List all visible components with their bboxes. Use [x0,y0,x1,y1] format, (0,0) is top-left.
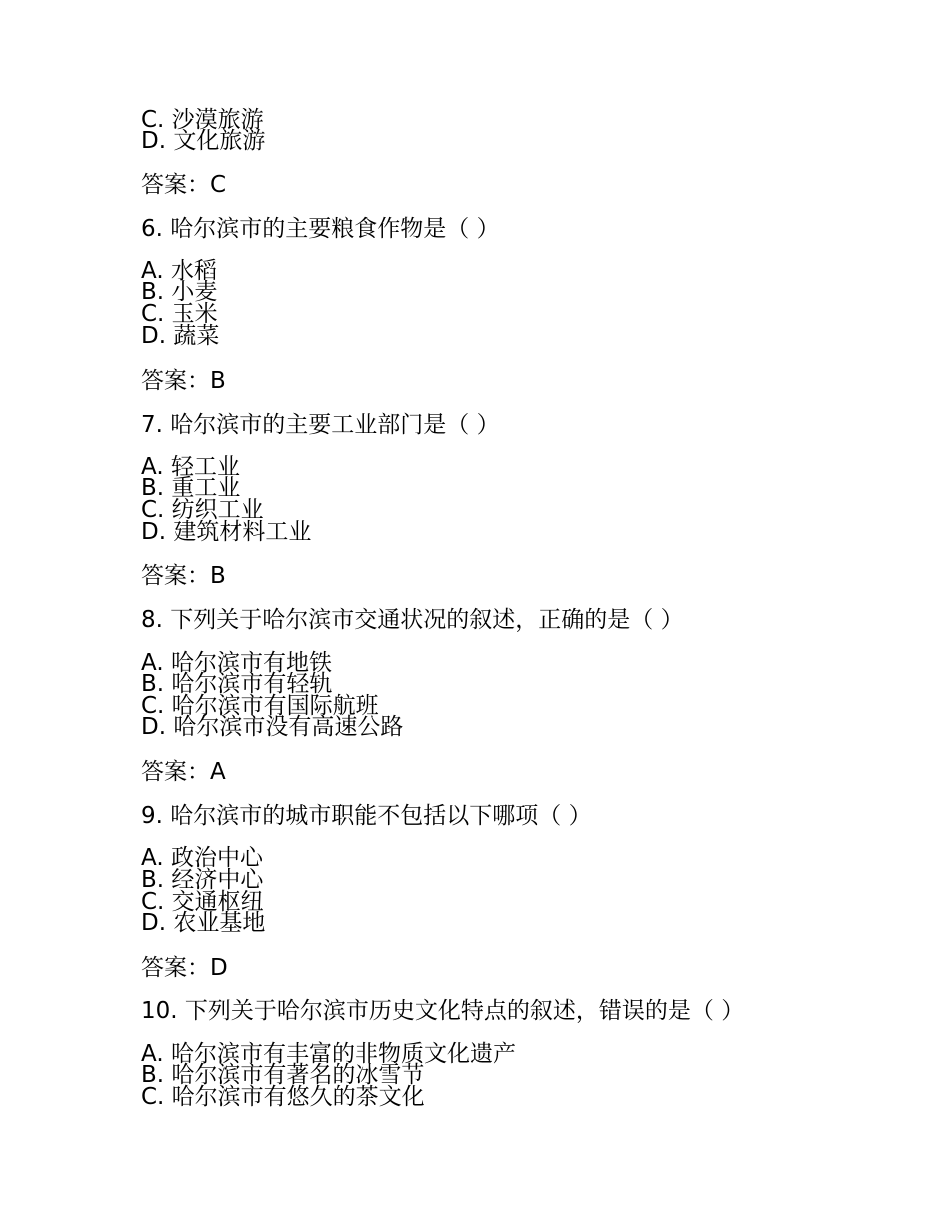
option-text: A. 哈尔滨市有地铁 [141,650,332,676]
question-text: 7. 哈尔滨市的主要工业部门是（ ） [141,412,500,438]
answer-text: 答案：A [141,759,226,785]
answer-text: 答案：B [141,563,226,589]
option-text: C. 沙漠旅游 [141,107,264,133]
answer-text: 答案：C [141,172,227,198]
option-text: C. 玉米 [141,301,218,327]
option-text: C. 纺织工业 [141,497,264,523]
option-text: A. 轻工业 [141,454,240,480]
option-text: B. 哈尔滨市有著名的冰雪节 [141,1062,425,1088]
question-text: 6. 哈尔滨市的主要粮食作物是（ ） [141,216,500,242]
option-text: C. 哈尔滨市有悠久的茶文化 [141,1084,425,1110]
option-text: D. 哈尔滨市没有高速公路 [141,714,404,740]
question-text: 9. 哈尔滨市的城市职能不包括以下哪项（ ） [141,803,592,829]
option-text: C. 交通枢纽 [141,889,264,915]
option-text: D. 农业基地 [141,910,266,936]
answer-text: 答案：D [141,955,228,981]
option-text: A. 水稻 [141,258,217,284]
option-text: B. 重工业 [141,475,241,501]
option-text: D. 文化旅游 [141,128,266,154]
option-text: B. 经济中心 [141,867,264,893]
question-text: 10. 下列关于哈尔滨市历史文化特点的叙述，错误的是（ ） [141,998,745,1024]
option-text: D. 建筑材料工业 [141,519,312,545]
option-text: B. 小麦 [141,279,218,305]
option-text: B. 哈尔滨市有轻轨 [141,671,333,697]
option-text: D. 蔬菜 [141,323,220,349]
option-text: C. 哈尔滨市有国际航班 [141,693,379,719]
answer-text: 答案：B [141,368,226,394]
option-text: A. 政治中心 [141,845,263,871]
option-text: A. 哈尔滨市有丰富的非物质文化遗产 [141,1041,516,1067]
question-text: 8. 下列关于哈尔滨市交通状况的叙述，正确的是（ ） [141,607,684,633]
